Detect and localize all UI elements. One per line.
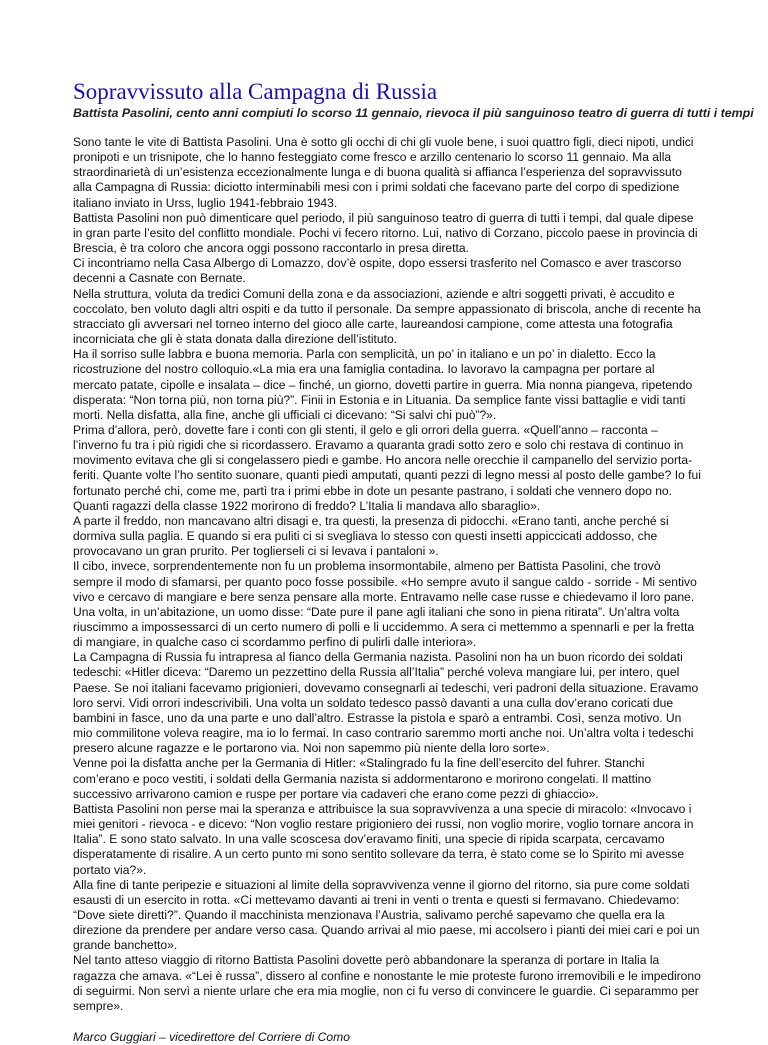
article-subtitle: Battista Pasolini, cento anni compiuti lo scorso 11 gennaio, rievoca il più sanguinoso teatro di guerra di tutti i tempi: [73, 106, 754, 120]
paragraph: Alla fine di tante peripezie e situazioni al limite della sopravvivenza venne il giorno del ritorno, sia pure come soldati esausti di un esercito in rotta. «Ci mettevamo davanti ai treni in venti o trenta e questi si fermavano. Chiedevamo: “Dove siete diretti?”. Quando il macchinista menzionava l’Austria, salivamo perché sapevamo che quella era la direzione da prendere per andare verso casa. Quando arrivai al mio paese, mi accolsero i pianti dei miei cari e poi un grande banchetto».: [73, 877, 700, 953]
article: [73, 79, 754, 1045]
paragraph: La Campagna di Russia fu intrapresa al fianco della Germania nazista. Pasolini non ha un buon ricordo dei soldati tedeschi: «Hitler diceva: “Daremo un pezzettino della Russia all’Italia” perché voleva mangiare lui, per intero, quel Paese. Se noi italiani facevamo prigionieri, dovevamo consegnarli ai tedeschi, veri padroni della situazione. Eravamo loro servi. Vidi orrori indescrivibili. Una volta un soldato tedesco passò davanti a una culla dov’erano coricati due bambini in fasce, uno da una parte e uno dall’altro. Estrasse la pistola e sparò a entrambi. Così, senza motivo. Un mio commilitone voleva reagire, ma io lo fermai. In caso contrario saremmo morti anche noi. Un’altra volta i tedeschi presero alcune ragazze e le portarono via. Noi non sapemmo più niente della loro sorte».: [73, 650, 699, 756]
paragraph: Nella struttura, voluta da tredici Comuni della zona e da associazioni, aziende e altri soggetti privati, è accudito e coccolato, ben voluto dagli altri ospiti e da tutto il personale. Da sempre appassionato di briscola, anche di recente ha stracciato gli avversari nel torneo interno del gioco alle carte, laureandosi campione, come attesta una fotografia incorniciata che gli è stata donata dalla direzione dell’istituto.: [73, 286, 701, 347]
paragraph: Il cibo, invece, sorprendentemente non fu un problema insormontabile, almeno per Battista Pasolini, che trovò sempre il modo di sfamarsi, per quanto poco fosse possibile. «Ho sempre avuto il sangue caldo - sorride - Mi sentivo vivo e cercavo di mangiare e bere senza pensare alla morte. Entravamo nelle case russe e chiedevamo il loro pane. Una volta, in un’abitazione, un uomo disse: “Date pure il pane agli italiani che sono in piena ritirata”. Un’altra volta riuscimmo a impossessarci di un certo numero di polli e li uccidemmo. A sera ci mettemmo a spennarli e per la fretta di mangiare, in qualche caso ci scordammo perfino di pulirli dalle interiora».: [73, 559, 697, 650]
paragraph: Battista Pasolini non può dimenticare quel periodo, il più sanguinoso teatro di guerra di tutti i tempi, dal quale dipese in gran parte l’esito del conflitto mondiale. Pochi vi fecero ritorno. Lui, nativo di Corzano, piccolo paese in provincia di Brescia, è tra coloro che ancora oggi possono raccontarlo in presa diretta.: [73, 210, 698, 256]
paragraph: Venne poi la disfatta anche per la Germania di Hitler: «Stalingrado fu la fine dell’esercito del fuhrer. Stanchi com’erano e poco vestiti, i soldati della Germania nazista si addormentarono e morirono congelati. Il mattino successivo arrivarono camion e ruspe per portare via cadaveri che erano come pezzi di ghiaccio».: [73, 756, 652, 801]
author-signature: Marco Guggiari – vicedirettore del Corriere di Como: [73, 1030, 350, 1045]
paragraph: Ha il sorriso sulle labbra e buona memoria. Parla con semplicità, un po’ in italiano e un po’ in dialetto. Ecco la ricostruzione del nostro colloquio.«La mia era una famiglia contadina. Io lavoravo la campagna per portare al mercato patate, cipolle e insalata – dice – finché, un giorno, dovetti partire in guerra. Mia nonna piangeva, ripetendo disperata: “Non torna più, non torna più?”. Finii in Estonia e in Lituania. Da semplice fante vissi battaglie e vidi tanti morti. Nella disfatta, alla fine, anche gli ufficiali ci dicevano: “Si salvi chi può”?».: [73, 347, 693, 422]
article-body: [73, 135, 701, 1014]
article-title: Sopravvissuto alla Campagna di Russia: [73, 79, 438, 104]
paragraph: Nel tanto atteso viaggio di ritorno Battista Pasolini dovette però abbandonare la speranza di portare in Italia la ragazza che amava. «“Lei è russa”, dissero al confine e nonostante le mie proteste furono irremovibili e le impedirono di seguirmi. Non servì a niente urlare che era mia moglie, non ci fu verso di convincere le guardie. Ci separammo per sempre».: [73, 953, 701, 1013]
paragraph: A parte il freddo, non mancavano altri disagi e, tra questi, la presenza di pidocchi. «Erano tanti, anche perché si dormiva sulla paglia. E quando si era puliti ci si svegliava lo stesso con questi insetti appiccicati addosso, che provocavano un gran prurito. Per toglierseli ci si levava i pantaloni ».: [73, 513, 669, 559]
paragraph: Prima d’allora, però, dovette fare i conti con gli stenti, il gelo e gli orrori della guerra. «Quell’anno – racconta – l’inverno fu tra i più rigidi che si ricordassero. Eravamo a quaranta gradi sotto zero e solo chi restava di continuo in movimento evitava che gli si congelassero piedi e gambe. Ho ancora nelle orecchie il campanello del servizio porta-feriti. Quante volte l’ho sentito suonare, quanti piedi amputati, quanti pezzi di legno messi al posto delle gambe? Io fui fortunato perché chi, come me, partì tra i primi ebbe in dote un pesante pastrano, i soldati che vennero dopo no. Quanti ragazzi della classe 1922 morirono di freddo? L’Italia li mandava allo sbaraglio».: [73, 422, 701, 513]
paragraph: Sono tante le vite di Battista Pasolini. Una è sotto gli occhi di chi gli vuole bene, i suoi quattro figli, dieci nipoti, undici pronipoti e un trisnipote, che lo hanno festeggiato come fresco e arzillo centenario lo scorso 11 gennaio. Ma alla straordinarietà di un’esistenza eccezionalmente lunga e di buona qualità si affianca l’esperienza del sopravvissuto alla Campagna di Russia: diciotto interminabili mesi con i primi soldati che facevano parte del corpo di spedizione italiano inviato in Urss, luglio 1941-febbraio 1943.: [73, 135, 694, 210]
paragraph: Battista Pasolini non perse mai la speranza e attribuisce la sua sopravvivenza a una specie di miracolo: «Invocavo i miei genitori - rievoca - e dicevo: “Non voglio restare prigioniero dei russi, non voglio morire, voglio tornare ancora in Italia”. E sono stato salvato. In una valle scoscesa dov’eravamo finiti, una specie di ripida scarpata, cercavamo disperatamente di risalire. A un certo punto mi sono sentito sollevare da terra, è stato come se lo Spirito mi avesse portato via?».: [73, 801, 694, 877]
paragraph: Ci incontriamo nella Casa Albergo di Lomazzo, dov’è ospite, dopo essersi trasferito nel Comasco e aver trascorso decenni a Casnate con Bernate.: [73, 256, 682, 286]
